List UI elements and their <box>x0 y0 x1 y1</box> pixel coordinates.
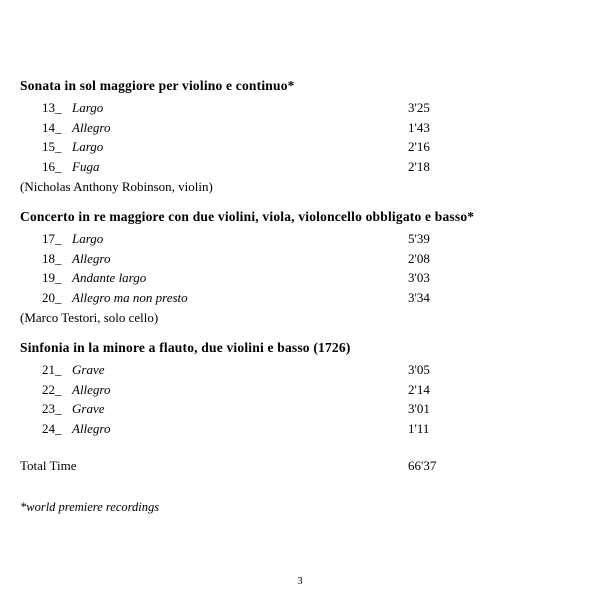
track-duration: 3'34 <box>408 289 430 305</box>
track-title: Fuga <box>72 158 100 174</box>
track-number: 13_ <box>42 100 62 115</box>
track-row <box>20 270 580 290</box>
track-number: 22_ <box>42 381 62 397</box>
track-duration: 5'39 <box>408 231 430 246</box>
track-row <box>20 401 580 421</box>
section-performer: (Nicholas Anthony Robinson, violin) <box>20 179 213 194</box>
track-number: 15_ <box>42 139 62 154</box>
track-row <box>20 251 580 271</box>
footnote: *world premiere recordings <box>20 500 160 514</box>
track-number: 21_ <box>42 362 62 377</box>
section-title: Concerto in re maggiore con due violini, viola, violoncello obbligato e basso* <box>20 209 475 224</box>
track-listing <box>20 78 580 515</box>
track-title: Allegro <box>72 119 111 135</box>
total-time-label: Total Time <box>20 458 77 473</box>
track-number: 16_ <box>42 158 62 174</box>
track-title: Allegro ma non presto <box>72 289 188 305</box>
track-number: 20_ <box>42 289 62 305</box>
track-duration: 1'11 <box>408 420 430 436</box>
track-title: Largo <box>72 100 104 115</box>
section-title: Sinfonia in la minore a flauto, due violini e basso (1726) <box>20 340 351 355</box>
page-number: 3 <box>297 576 303 587</box>
track-duration: 3'01 <box>408 401 430 416</box>
track-number: 23_ <box>42 401 62 416</box>
track-row <box>20 290 580 310</box>
track-row <box>20 231 580 251</box>
track-number: 18_ <box>42 250 62 266</box>
track-title: Largo <box>72 139 104 154</box>
total-time-value: 66'37 <box>408 458 437 473</box>
track-row <box>20 382 580 402</box>
track-row <box>20 421 580 441</box>
track-number: 19_ <box>42 270 62 285</box>
track-duration: 1'43 <box>408 119 430 135</box>
track-section <box>20 340 580 440</box>
track-title: Andante largo <box>72 270 147 285</box>
track-title: Grave <box>72 401 105 416</box>
track-number: 24_ <box>42 420 62 436</box>
track-title: Allegro <box>72 250 111 266</box>
total-time-row <box>20 458 580 478</box>
track-row <box>20 362 580 382</box>
track-duration: 3'03 <box>408 270 430 285</box>
track-duration: 2'08 <box>408 250 430 266</box>
section-title: Sonata in sol maggiore per violino e continuo* <box>20 78 295 93</box>
track-row <box>20 100 580 120</box>
track-title: Largo <box>72 231 104 246</box>
track-row <box>20 159 580 179</box>
track-row <box>20 120 580 140</box>
track-title: Allegro <box>72 420 111 436</box>
track-section <box>20 209 580 326</box>
track-duration: 2'14 <box>408 381 430 397</box>
track-duration: 3'05 <box>408 362 430 377</box>
track-duration: 2'16 <box>408 139 430 154</box>
section-performer: (Marco Testori, solo cello) <box>20 310 159 325</box>
track-duration: 2'18 <box>408 158 430 174</box>
track-row <box>20 139 580 159</box>
track-title: Allegro <box>72 381 111 397</box>
track-number: 17_ <box>42 231 62 246</box>
track-duration: 3'25 <box>408 100 430 115</box>
track-number: 14_ <box>42 119 62 135</box>
track-section <box>20 78 580 195</box>
track-title: Grave <box>72 362 105 377</box>
